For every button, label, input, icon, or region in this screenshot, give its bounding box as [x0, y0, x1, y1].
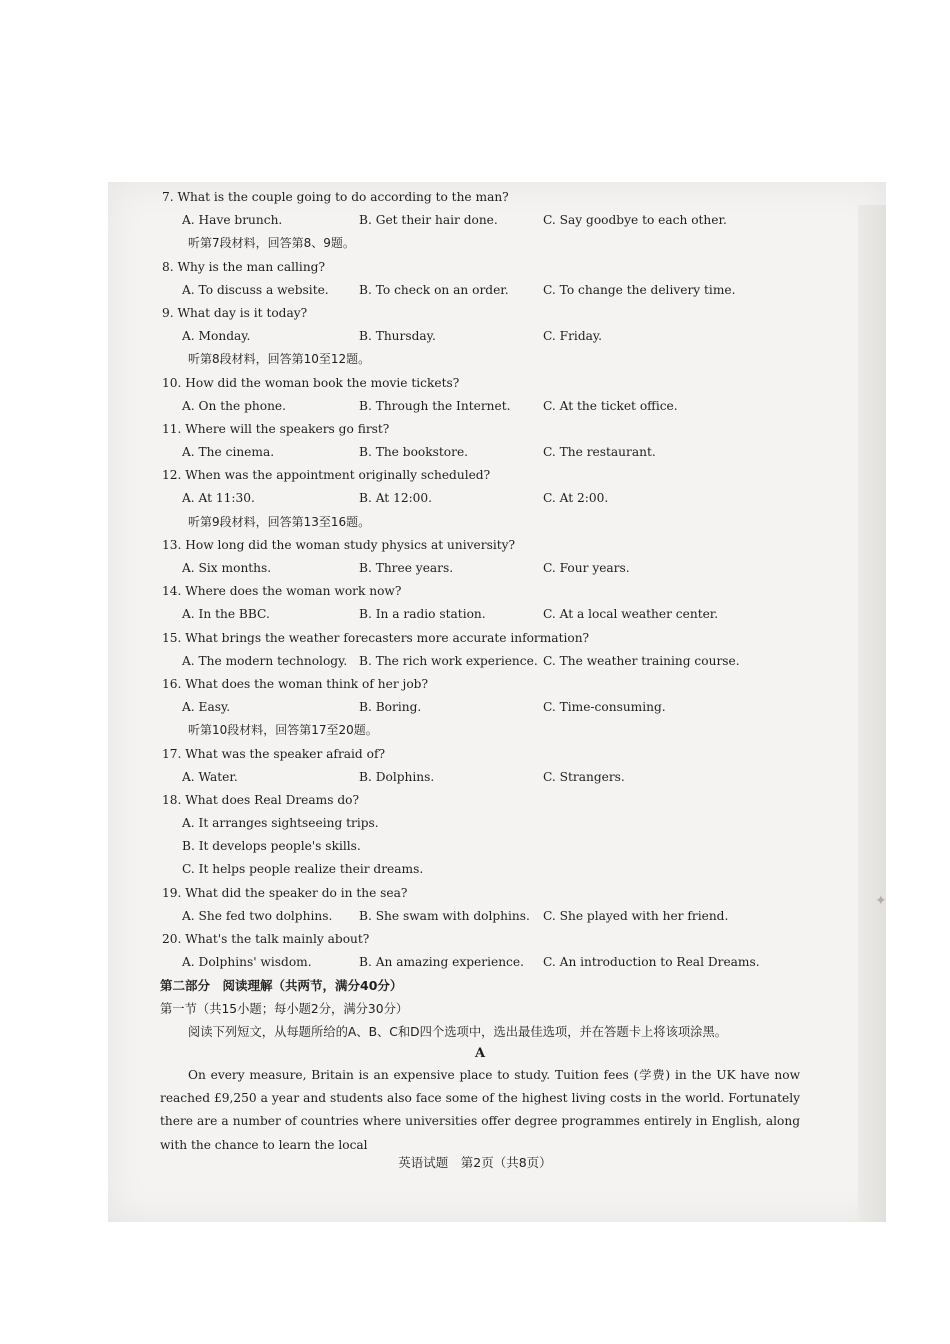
option-a: A. Have brunch.: [182, 213, 283, 228]
option-a: A. To discuss a website.: [182, 282, 329, 297]
question-stem: 16. What does the woman think of her job?: [162, 676, 428, 691]
option-b: B. Get their hair done.: [359, 213, 498, 228]
part-heading: 第二部分 阅读理解（共两节，满分40分）: [160, 978, 403, 994]
option-a: A. The modern technology.: [182, 653, 348, 668]
option-row: [160, 441, 800, 464]
option-row: [160, 951, 800, 974]
segment-heading: 听第7段材料，回答第8、9题。: [188, 236, 355, 251]
passage-text: On every measure, Britain is an expensive place to study. Tuition fees (学费) in the UK have now reached £9,250 a year and students also face some of the highest living costs in the world. Fortunately there are a number of countries where universities offer degree programmes entirely in English, along with the chance to learn the local: [160, 1067, 800, 1152]
option-b: B. She swam with dolphins.: [359, 908, 530, 923]
option-c: C. At a local weather center.: [543, 607, 719, 622]
question-stem: 10. How did the woman book the movie tickets?: [162, 375, 460, 390]
scan-mark-icon: ✦: [875, 893, 887, 909]
option-row: [160, 905, 800, 928]
option-a: A. Six months.: [182, 561, 272, 575]
question-stem: 9. What day is it today?: [162, 305, 308, 320]
question-stem: 12. When was the appointment originally scheduled?: [162, 468, 491, 483]
question-stem: 8. Why is the man calling?: [162, 259, 326, 274]
option-c: C. She played with her friend.: [543, 908, 729, 923]
option-c: C. Say goodbye to each other.: [543, 213, 727, 228]
option-c: C. Four years.: [543, 561, 630, 575]
option-a: A. Easy.: [182, 700, 231, 715]
option-b: B. Three years.: [359, 561, 454, 575]
option-b: B. To check on an order.: [359, 282, 509, 297]
option-row: [160, 557, 800, 580]
option-c: C. At 2:00.: [543, 491, 609, 506]
option-a: A. The cinema.: [182, 445, 275, 460]
option-c: C. The weather training course.: [543, 653, 740, 668]
passage-title: A: [474, 1045, 486, 1061]
option-c: C. Friday.: [543, 329, 603, 344]
question-stem: 17. What was the speaker afraid of?: [162, 746, 385, 761]
option-row: [160, 766, 800, 789]
answer-option: C. It helps people realize their dreams.: [182, 862, 424, 877]
answer-option: B. It develops people's skills.: [182, 839, 361, 854]
option-a: A. Monday.: [182, 329, 251, 344]
option-row: [160, 650, 800, 673]
option-c: C. To change the delivery time.: [543, 282, 736, 297]
option-b: B. At 12:00.: [359, 491, 433, 506]
option-a: A. On the phone.: [182, 398, 287, 413]
option-b: B. The rich work experience.: [359, 653, 538, 668]
question-stem: 13. How long did the woman study physics at university?: [162, 537, 516, 552]
page-footer: 英语试题 第2页（共8页）: [398, 1155, 552, 1170]
option-a: A. In the BBC.: [182, 607, 270, 622]
question-stem: 18. What does Real Dreams do?: [162, 792, 360, 807]
question-stem: 14. Where does the woman work now?: [162, 584, 402, 599]
option-a: A. At 11:30.: [182, 491, 255, 506]
instructions: 阅读下列短文，从每题所给的A、B、C和D四个选项中，选出最佳选项，并在答题卡上将该项涂黑。: [188, 1024, 728, 1039]
option-c: C. At the ticket office.: [543, 398, 678, 413]
question-stem: 20. What's the talk mainly about?: [162, 932, 370, 946]
option-b: B. Boring.: [359, 700, 422, 715]
option-a: A. Water.: [182, 769, 238, 784]
segment-heading: 听第9段材料，回答第13至16题。: [188, 514, 371, 529]
option-row: [160, 395, 800, 418]
option-row: [160, 325, 800, 348]
option-row: [160, 209, 800, 232]
question-list: [160, 186, 800, 1157]
option-c: C. The restaurant.: [543, 445, 656, 460]
option-b: B. Dolphins.: [359, 769, 435, 784]
answer-option: A. It arranges sightseeing trips.: [182, 816, 379, 831]
option-row: [160, 279, 800, 302]
question-stem: 15. What brings the weather forecasters more accurate information?: [162, 630, 590, 645]
segment-heading: 听第10段材料，回答第17至20题。: [188, 723, 378, 738]
option-c: C. Time-consuming.: [543, 700, 666, 715]
question-stem: 11. Where will the speakers go first?: [162, 421, 390, 436]
option-a: A. She fed two dolphins.: [182, 908, 333, 923]
option-b: B. Thursday.: [359, 329, 436, 344]
option-b: B. The bookstore.: [359, 445, 469, 460]
option-c: C. An introduction to Real Dreams.: [543, 955, 760, 970]
option-b: B. In a radio station.: [359, 607, 486, 622]
segment-heading: 听第8段材料，回答第10至12题。: [188, 352, 371, 367]
paper-edge: [858, 205, 886, 1222]
option-row: [160, 603, 800, 626]
question-stem: 7. What is the couple going to do according to the man?: [162, 190, 509, 204]
option-a: A. Dolphins' wisdom.: [182, 955, 312, 970]
option-c: C. Strangers.: [543, 769, 625, 784]
option-row: [160, 487, 800, 510]
option-b: B. Through the Internet.: [359, 398, 511, 413]
option-b: B. An amazing experience.: [359, 955, 524, 970]
question-stem: 19. What did the speaker do in the sea?: [162, 885, 408, 900]
section-heading: 第一节（共15小题；每小题2分，满分30分）: [160, 1001, 409, 1016]
option-row: [160, 696, 800, 719]
